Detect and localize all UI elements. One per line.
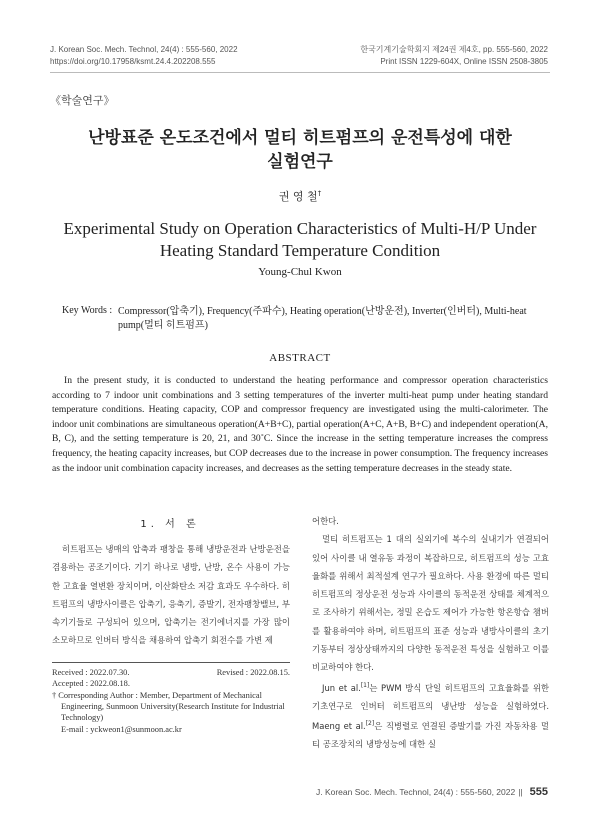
page-footer <box>316 786 548 798</box>
revised-text: Revised : 2022.08.15. <box>216 668 290 677</box>
paragraph-text: 은 직병렬로 연결된 증발기를 가진 자동차용 멀티 공조장치의 냉방성능에 대한 실 <box>312 720 549 750</box>
accepted-date: Accepted : 2022.08.18. <box>52 679 130 688</box>
received-date <box>52 667 292 678</box>
title-english-line1: Experimental Study on Operation Characteristics of Multi-H/P Under <box>63 219 537 238</box>
title-english-line2: Heating Standard Temperature Condition <box>159 241 441 260</box>
title-korean <box>50 126 550 174</box>
journal-header-left <box>50 44 238 68</box>
body-column-left <box>52 540 290 650</box>
author-english: Young-Chul Kwon <box>258 266 342 278</box>
keywords-text: Compressor(압축기), Frequency(주파수), Heating operation(난방운전), Inverter(인버터), Multi-heat pump(멀티 히트펌프) <box>118 306 527 331</box>
paragraph-text: 는 PWM 방식 단일 히트펌프의 고효율화를 위한 기초연구로 인버터 히트펌프의 냉난방 성능을 실험하였다. Maeng et al. <box>312 682 549 731</box>
paragraph-text: Jun et al. <box>322 682 361 693</box>
journal-citation: J. Korean Soc. Mech. Technol, 24(4) : 555-560, 2022 <box>50 45 238 54</box>
title-korean-line1: 난방표준 온도조건에서 멀티 히트펌프의 운전특성에 대한 <box>88 128 512 148</box>
keywords-label: Key Words : <box>62 305 113 316</box>
author-korean-name: 권 영 철 <box>278 190 318 203</box>
issn-info: Print ISSN 1229-604X, Online ISSN 2508-3805 <box>380 57 548 66</box>
received-text: Received : 2022.07.30. <box>52 668 130 677</box>
intro-paragraph-1-cont: 어한다. <box>312 516 339 526</box>
footnote-divider <box>52 662 290 663</box>
author-email[interactable]: E-mail : yckweon1@sunmoon.ac.kr <box>61 725 182 734</box>
body-column-right <box>312 512 549 753</box>
header-divider <box>50 72 550 73</box>
title-english <box>60 218 540 262</box>
article-category: 《학술연구》 <box>50 95 115 107</box>
abstract-text: In the present study, it is conducted to understand the heating performance and compressor operation characteristics according to 7 indoor unit combinations and 3 setting temperatures of the inverter multi-heat pump under heating standard temperature conditions. Heating capacity, COP and compressor frequency are investigated using the multi-calorimeter. The indoor unit combinations are simultaneous operation(A+B+C), partial operation(A+C, A+B, B+C) and independent operation(A, B, C), and the setting temperature is 20, 21, and 30˚C. Since the increase in the setting temperature increases the compress frequency, the heating capacity increases, but COP decreases due to the increase in power consumption. The frequency increases as the indoor unit combination capacity increases, and decreases as the setting temperature decreases in the steady state. <box>52 375 548 474</box>
citation-ref-2[interactable]: [2] <box>365 720 375 728</box>
author-korean <box>0 188 600 204</box>
intro-paragraph-3 <box>312 677 549 754</box>
citation-ref-1[interactable]: [1] <box>360 681 370 689</box>
footer-separator: || <box>518 787 523 797</box>
page-number: 555 <box>529 786 548 798</box>
footer-citation: J. Korean Soc. Mech. Technol, 24(4) : 555-560, 2022 <box>315 787 516 797</box>
corresponding-author-note: † Corresponding Author : Member, Department of Mechanical Engineering, Sunmoon University(Research Institute for Industrial Technology) <box>52 691 285 722</box>
intro-paragraph-1: 히트펌프는 냉매의 압축과 팽창을 통해 냉방운전과 난방운전을 겸용하는 공조기이다. 기기 하나로 냉방, 난방, 온수 사용이 가능한 고효율 열변환 장치이며, 이산화탄소 저감 효과도 우수하다. 히트펌프의 냉방사이클은 압축기, 응축기, 증발기, 전자팽창밸브, 부속기기들로 구성되어 있으며, 압축기는 전기에너지를 가장 많이 소모하므로 인버터 방식을 채용하여 압축기 회전수를 가변 제 <box>52 544 290 646</box>
doi-link[interactable]: https://doi.org/10.17958/ksmt.24.4.202208.555 <box>50 57 216 66</box>
abstract-title: ABSTRACT <box>269 352 331 364</box>
section-title-introduction: 1. 서 론 <box>140 519 200 530</box>
journal-header-right <box>360 44 548 68</box>
intro-paragraph-2: 멀티 히트펌프는 1 대의 실외기에 복수의 실내기가 연결되어 있어 사이클 내 열유동 과정이 복잡하므로, 히트펌프의 성능 고효율화를 위해서 최적설계 연구가 필요하다. 사용 환경에 따른 멀티 히트펌프의 정상운전 성능과 사이클의 동적운전 상태를 체계적으로 조사하기 위해서는, 정밀 온습도 제어가 가능한 항온항습 챔버를 활용하여야 하며, 히트펌프의 표준 성능과 냉방사이클의 초기기동부터 정상상태까지의 다양한 동적운전 특성을 실험하고 이를 비교하여야 한다. <box>312 534 549 673</box>
journal-name-ko: 한국기계기술학회지 제24권 제4호, pp. 555-560, 2022 <box>360 45 548 54</box>
title-korean-line2: 실험연구 <box>267 152 333 172</box>
corresponding-mark: † <box>317 189 322 198</box>
